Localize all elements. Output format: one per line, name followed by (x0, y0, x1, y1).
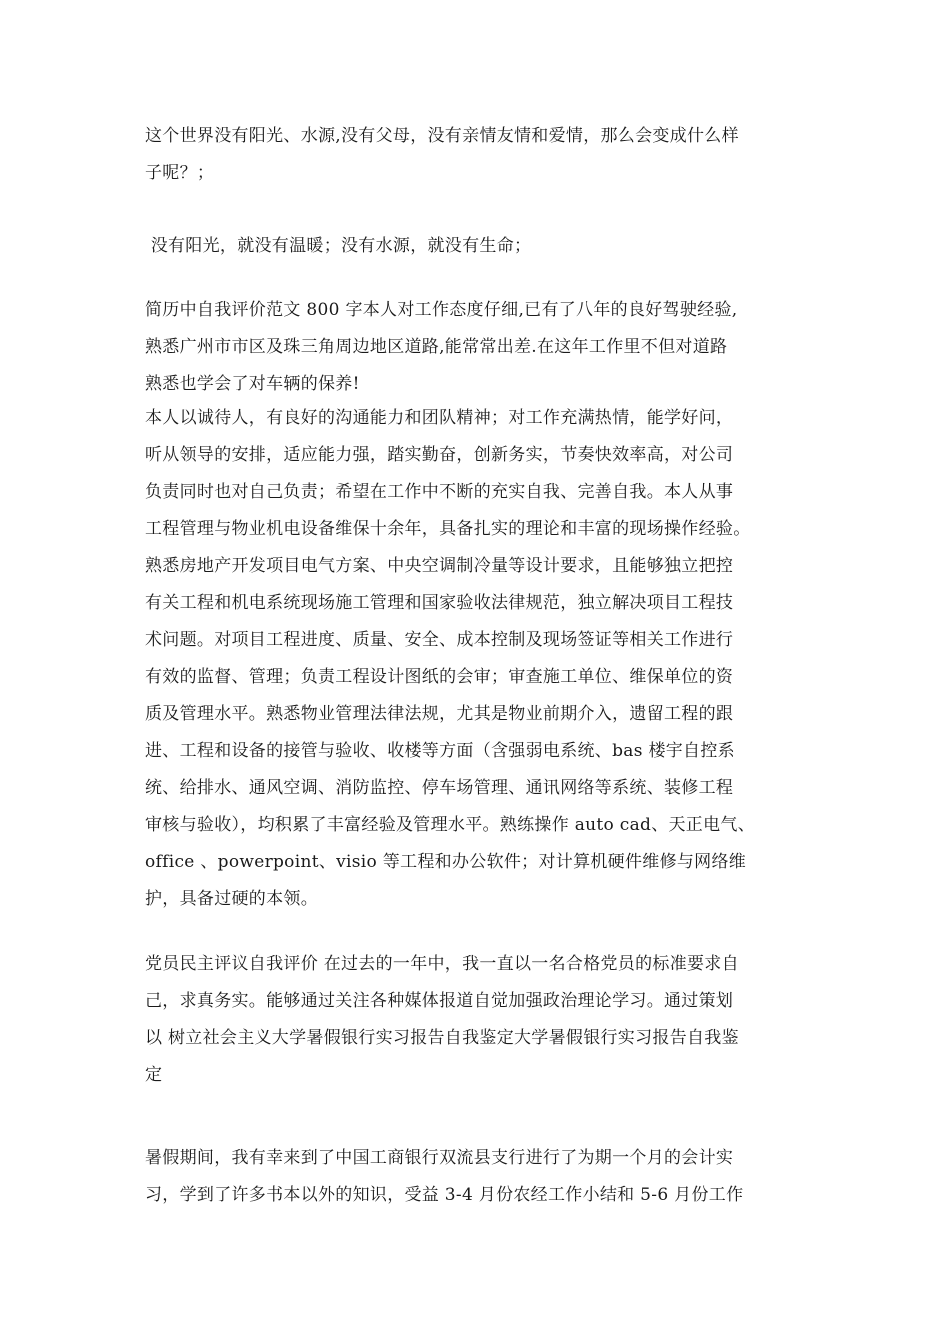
paragraph-4-line-2: 己，求真务实。能够通过关注各种媒体报道自觉加强政治理论学习。通过策划 (145, 991, 734, 1011)
paragraph-3-line-7: 工程管理与物业机电设备维保十余年，具备扎实的理论和丰富的现场操作经验。 (145, 519, 751, 539)
paragraph-3-line-14: 统、给排水、通风空调、消防监控、停车场管理、通讯网络等系统、装修工程 (145, 778, 734, 798)
paragraph-4-line-1: 党员民主评议自我评价 在过去的一年中，我一直以一名合格党员的标准要求自 (145, 954, 739, 974)
paragraph-3-line-1: 简历中自我评价范文 800 字本人对工作态度仔细,已有了八年的良好驾驶经验, (145, 300, 738, 320)
paragraph-3-line-3: 熟悉也学会了对车辆的保养! (145, 374, 360, 394)
paragraph-3-line-8: 熟悉房地产开发项目电气方案、中央空调制冷量等设计要求，且能够独立把控 (145, 556, 734, 576)
paragraph-3-line-10: 术问题。对项目工程进度、质量、安全、成本控制及现场签证等相关工作进行 (145, 630, 734, 650)
paragraph-2-line-1: 没有阳光，就没有温暖；没有水源，就没有生命； (145, 236, 532, 256)
paragraph-4-line-3: 以 树立社会主义大学暑假银行实习报告自我鉴定大学暑假银行实习报告自我鉴 (145, 1028, 739, 1048)
paragraph-5-line-1: 暑假期间，我有幸来到了中国工商银行双流县支行进行了为期一个月的会计实 (145, 1148, 734, 1168)
paragraph-3-line-16: office 、powerpoint、visio 等工程和办公软件；对计算机硬件维修与网络维 (145, 852, 747, 872)
paragraph-1-line-1: 这个世界没有阳光、水源,没有父母，没有亲情友情和爱情，那么会变成什么样 (145, 126, 739, 146)
paragraph-5-line-2: 习，学到了许多书本以外的知识，受益 3-4 月份农经工作小结和 5-6 月份工作 (145, 1185, 744, 1205)
paragraph-3-line-5: 听从领导的安排，适应能力强，踏实勤奋，创新务实，节奏快效率高，对公司 (145, 445, 734, 465)
paragraph-3-line-2: 熟悉广州市市区及珠三角周边地区道路,能常常出差.在这年工作里不但对道路 (145, 337, 728, 357)
paragraph-3-line-4: 本人以诚待人，有良好的沟通能力和团队精神；对工作充满热情，能学好问， (145, 408, 734, 428)
paragraph-4-line-4: 定 (145, 1065, 163, 1085)
paragraph-3-line-15: 审核与验收），均积累了丰富经验及管理水平。熟练操作 auto cad、天正电气、 (145, 815, 755, 835)
paragraph-3-line-9: 有关工程和机电系统现场施工管理和国家验收法律规范，独立解决项目工程技 (145, 593, 734, 613)
paragraph-3-line-11: 有效的监督、管理；负责工程设计图纸的会审；审查施工单位、维保单位的资 (145, 667, 734, 687)
paragraph-1-line-2: 子呢？； (145, 163, 215, 183)
paragraph-3-line-13: 进、工程和设备的接管与验收、收楼等方面（含强弱电系统、bas 楼宇自控系 (145, 741, 735, 761)
paragraph-3-line-17: 护，具备过硬的本领。 (145, 889, 318, 909)
paragraph-3-line-6: 负责同时也对自己负责；希望在工作中不断的充实自我、完善自我。本人从事 (145, 482, 734, 502)
paragraph-3-line-12: 质及管理水平。熟悉物业管理法律法规，尤其是物业前期介入，遗留工程的跟 (145, 704, 734, 724)
